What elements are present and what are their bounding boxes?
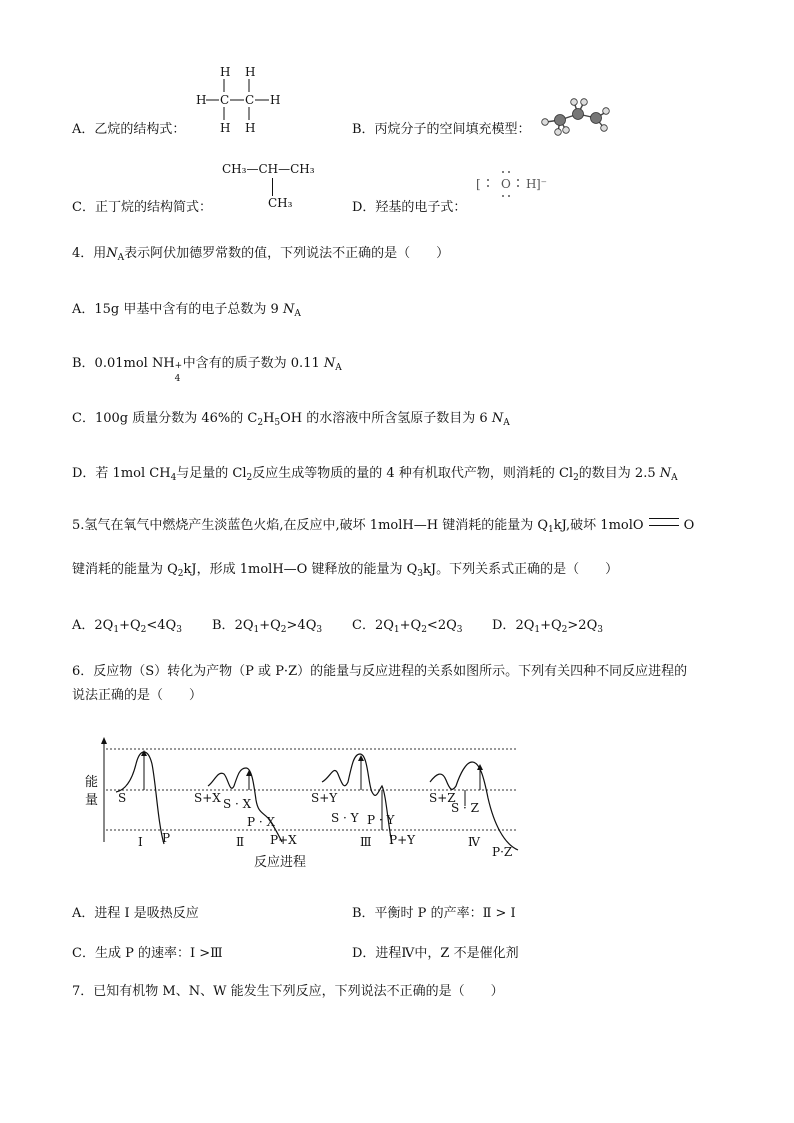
q5-stem-line1: 5.氢气在氧气中燃烧产生淡蓝色火焰,在反应中,破坏 1molH—H 键消耗的能量为 $Q_1kJ$,破坏 1molO O bbox=[72, 518, 695, 535]
label-s-plus-x: S+X bbox=[194, 791, 221, 805]
ethane-h: H bbox=[245, 65, 256, 79]
label-ii: Ⅱ bbox=[236, 835, 245, 849]
label-p-dot-y: P · Y bbox=[367, 813, 395, 827]
label-p-plus-y: P+Y bbox=[389, 833, 416, 847]
ethane-c: C bbox=[245, 93, 255, 107]
butane-main-chain: CH₃—CH—CH₃ bbox=[222, 162, 315, 176]
label-p-plus-x: P+X bbox=[270, 833, 297, 847]
q6-stem-line2: 说法正确的是（ ） bbox=[72, 688, 203, 703]
propane-space-filling-model bbox=[538, 98, 610, 136]
q6-stem-line1: 6．反应物（S）转化为产物（P 或 P·Z）的能量与反应进程的关系如图所示。下列有关四种不同反应进程的 bbox=[72, 664, 688, 679]
q4-option-a: A．15g 甲基中含有的电子总数为 9 $N_A$ bbox=[72, 302, 301, 319]
q4-stem: 4．用$N_A$表示阿伏加德罗常数的值，下列说法不正确的是（ ） bbox=[72, 246, 450, 263]
q7-stem: 7．已知有机物 M、N、W 能发生下列反应，下列说法不正确的是（ ） bbox=[72, 984, 504, 999]
ethane-structure bbox=[190, 62, 290, 138]
label-s-dot-z: S · Z bbox=[451, 801, 480, 815]
x-axis-label: 反应进程 bbox=[254, 855, 307, 870]
label-s-dot-y: S · Y bbox=[331, 811, 359, 825]
double-bond-symbol bbox=[649, 518, 679, 526]
q6-option-a: A．进程 I 是吸热反应 bbox=[72, 906, 199, 921]
q5-option-b: B．$2Q_1+Q_2>4Q_3$ bbox=[212, 618, 323, 635]
q5-option-c: C．$2Q_1+Q_2<2Q_3$ bbox=[352, 618, 463, 635]
label-s-plus-z: S+Z bbox=[429, 791, 456, 805]
label-i: I bbox=[138, 835, 143, 849]
q5-options bbox=[72, 618, 632, 638]
label-iii: Ⅲ bbox=[360, 835, 372, 849]
q6-option-b: B．平衡时 P 的产率：Ⅱ > I bbox=[352, 906, 516, 921]
q5-option-d: D．$2Q_1+Q_2>2Q_3$ bbox=[492, 618, 603, 635]
q5-stem-line2: 键消耗的能量为 $Q_2kJ$，形成 1molH—O 键释放的能量为 $Q_3kJ$。下列关系式正确的是（ ） bbox=[72, 562, 619, 579]
label-s-plus-y: S+Y bbox=[311, 791, 338, 805]
q3-option-d: D．羟基的电子式： bbox=[352, 200, 467, 215]
energy-profile-diagram bbox=[84, 734, 524, 874]
butane-branch: CH₃ bbox=[268, 196, 293, 210]
label-s: S bbox=[118, 791, 127, 805]
ethane-h: H bbox=[220, 65, 231, 79]
label-p-dot-x: P · X bbox=[247, 815, 276, 829]
label-p-dot-z: P·Z bbox=[492, 845, 513, 859]
q3-option-b: B．丙烷分子的空间填充模型： bbox=[352, 122, 531, 137]
ethane-c: C bbox=[220, 93, 230, 107]
ethane-h: H bbox=[220, 121, 231, 135]
oxygen-symbol: O bbox=[501, 177, 511, 191]
y-axis-label-2: 量 bbox=[85, 793, 99, 808]
q4-option-b: B．0.01mol NH + 4 中含有的质子数为 0.11 $N_A$ bbox=[72, 356, 342, 384]
bracket-right-charge: ]⁻ bbox=[536, 177, 548, 191]
q3-option-a: A．乙烷的结构式： bbox=[72, 122, 186, 137]
label-p: P bbox=[162, 831, 171, 845]
hydrogen-symbol: H bbox=[526, 177, 537, 191]
q4-option-c: C．100g 质量分数为 46%的 $C_2H_5OH$ 的水溶液中所含氢原子数目为 6 $N_A$ bbox=[72, 411, 510, 428]
bracket-left: [ bbox=[476, 177, 481, 191]
hydroxyl-electron-formula bbox=[474, 166, 566, 202]
ethane-h: H bbox=[245, 121, 256, 135]
q6-option-d: D．进程Ⅳ中，Z 不是催化剂 bbox=[352, 946, 519, 961]
label-iv: Ⅳ bbox=[468, 835, 480, 849]
y-axis-label-1: 能 bbox=[85, 775, 99, 790]
q6-option-c: C．生成 P 的速率：I >Ⅲ bbox=[72, 946, 223, 961]
label-s-dot-x: S · X bbox=[223, 797, 252, 811]
q3-option-c: C．正丁烷的结构简式： bbox=[72, 200, 212, 215]
butane-branch-bond bbox=[272, 178, 273, 196]
q4-option-d: D．若 1mol $CH_4$与足量的 $Cl_2$反应生成等物质的量的 4 种有机取代产物，则消耗的 $Cl_2$的数目为 2.5 $N_A$ bbox=[72, 466, 678, 483]
q5-option-a: A．$2Q_1+Q_2<4Q_3$ bbox=[72, 618, 182, 635]
ethane-h: H bbox=[270, 93, 281, 107]
ethane-h: H bbox=[196, 93, 207, 107]
